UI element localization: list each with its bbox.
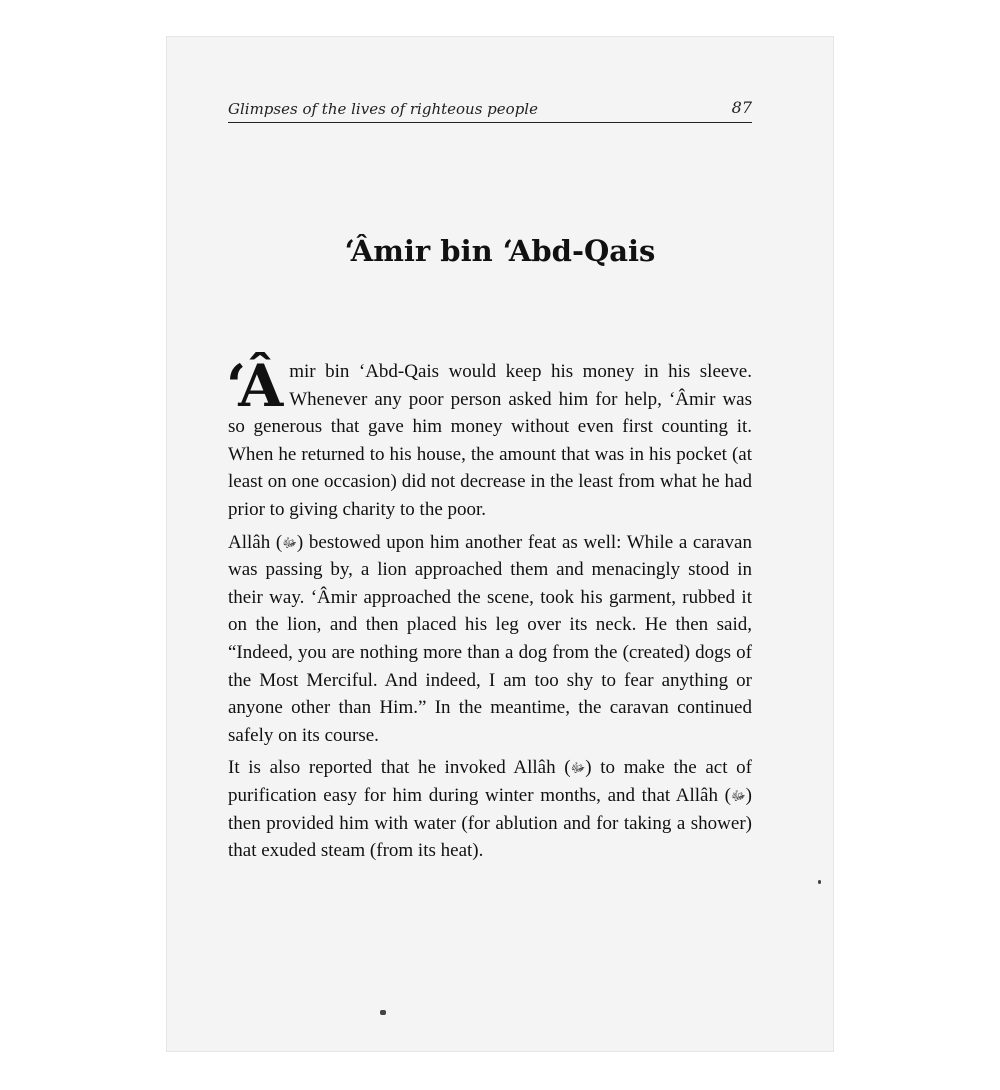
honorific-glyph-icon: ﷻ [730, 787, 746, 803]
honorific-glyph-icon: ﷻ [282, 534, 297, 550]
paragraph-3 [228, 754, 752, 864]
honorific-glyph-icon: ﷻ [570, 760, 586, 776]
paragraph-3-text-c: ) then provided him with water (for ablution and for taking a shower) that exuded steam (from its heat). [228, 784, 752, 862]
paragraph-1-text: mir bin ‘Abd-Qais would keep his money in his sleeve. Whenever any poor person asked him for help, ‘Âmir was so generous that gave him money without even first counting it. When he returned to his house, the amount that was in his pocket (at least on one occasion) did not decrease in the least from what he had prior to giving charity to the poor. [228, 361, 752, 520]
paragraph-2-text-a: Allâh ( [228, 531, 283, 553]
chapter-title: ‘Âmir bin ‘Abd-Qais [344, 234, 656, 268]
page-number: 87 [731, 98, 752, 117]
paper-speck [380, 1010, 386, 1015]
paragraph-1 [226, 352, 752, 524]
drop-cap: ‘Â [226, 352, 284, 420]
paragraph-3-text-b: ) to make the act of purification easy for him during winter months, and that Allâh ( [228, 757, 753, 806]
paragraph-3-text-a: It is also reported that he invoked Allâh ( [228, 757, 571, 779]
paper-speck [818, 880, 821, 884]
book-page [166, 36, 834, 1052]
paragraph-2 [228, 529, 752, 750]
paragraph-2-text-b: ) bestowed upon him another feat as well: While a caravan was passing by, a lion approached them and menacingly stood in their way. ‘Âmir approached the scene, took his garment, rubbed it on the lion, and then placed his leg over its neck. He then said, “Indeed, you are nothing more than a dog from the (created) dogs of the Most Merciful. And indeed, I am too shy to fear anything or anyone other than Him.” In the meantime, the caravan continued safely on its course. [228, 531, 752, 746]
running-header [228, 98, 752, 123]
body-text [226, 352, 753, 870]
running-title: Glimpses of the lives of righteous people [228, 100, 538, 118]
